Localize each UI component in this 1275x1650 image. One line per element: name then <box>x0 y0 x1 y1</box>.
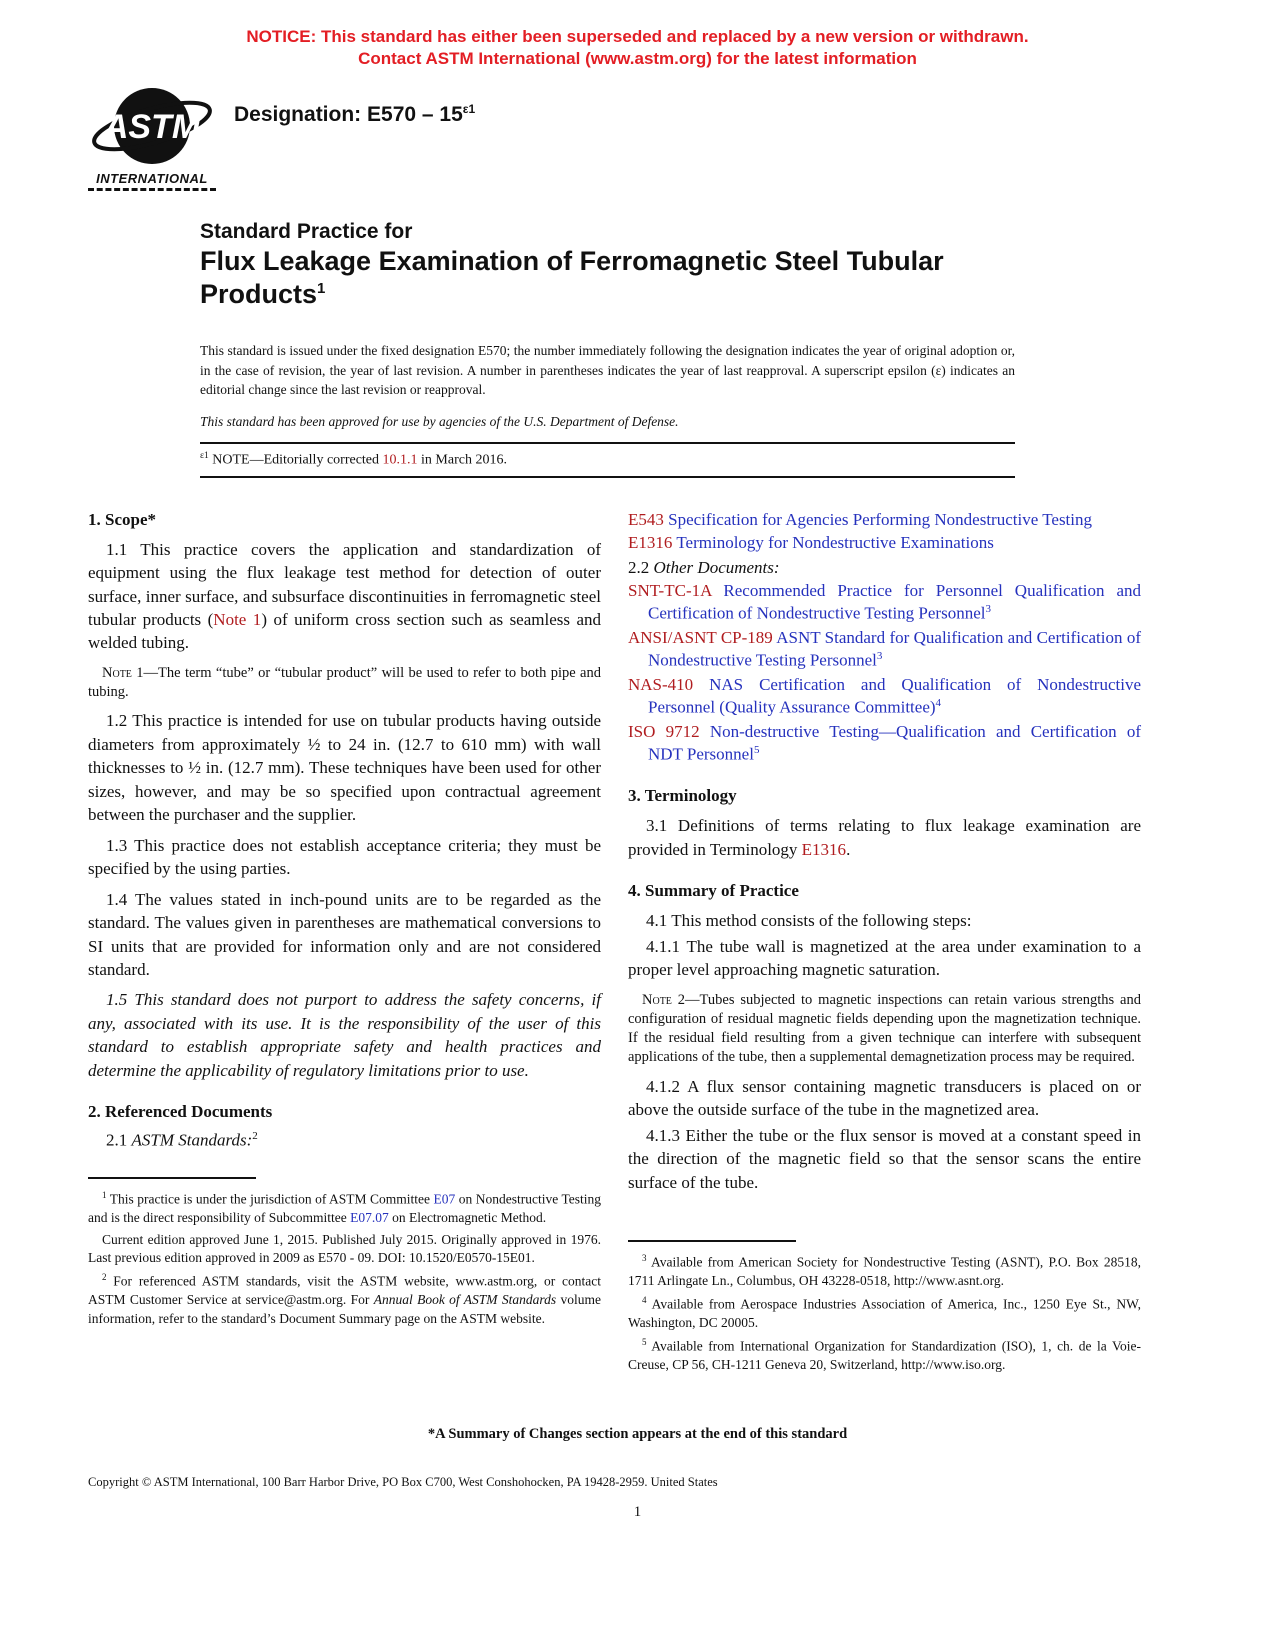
epsilon-note-text: NOTE—Editorially corrected <box>208 452 383 468</box>
footnote-1-text-end: on Electromagnetic Method. <box>388 1210 547 1226</box>
other-documents-label: Other Documents: <box>653 557 780 577</box>
ref-item-e543[interactable] <box>628 509 1141 532</box>
footnote-2 <box>88 1271 601 1328</box>
note-1-label: Note 1 <box>102 664 144 681</box>
note-1 <box>88 664 601 703</box>
left-column <box>88 508 601 1375</box>
snt-tc-1a-footnote-sup: 3 <box>985 603 991 616</box>
nas-410-link[interactable]: NAS-410 <box>628 674 694 694</box>
right-column <box>628 508 1141 1375</box>
ref-item-iso-9712[interactable] <box>628 721 1141 767</box>
ref-item-cp-189[interactable] <box>628 627 1141 673</box>
paragraph-1-2: 1.2 This practice is intended for use on tubular products having outside diameters from approximately ½ to 24 in. (12.7 to 610 mm) with wall thicknesses to ½ in. (12.7 mm). These techniques have been used for other sizes, however, and may be so specified upon contractual agreement between the purchaser and the supplier. <box>88 711 601 825</box>
iso-9712-footnote-sup: 5 <box>753 744 760 757</box>
note-2 <box>628 991 1141 1068</box>
copyright-line: Copyright © ASTM International, 100 Barr Harbor Drive, PO Box C700, West Conshohocken, PA 19428-2959. United States <box>88 1475 718 1490</box>
iso-9712-link[interactable]: ISO 9712 <box>628 721 700 741</box>
snt-tc-1a-link[interactable]: SNT-TC-1A <box>628 580 712 600</box>
footnote-4 <box>628 1294 1141 1333</box>
paragraph-2-1-number: 2.1 <box>106 1130 132 1150</box>
notice-line-1: NOTICE: This standard has either been superseded and replaced by a new version or withdrawn. <box>246 27 1029 46</box>
footnote-current-edition: Current edition approved June 1, 2015. Published July 2015. Originally approved in 1976. Last previous edition approved in 2009 as E570 - 09. DOI: 10.1520/E0570-15E01. <box>88 1231 601 1266</box>
paragraph-4-1-3: 4.1.3 Either the tube or the flux sensor is moved at a constant speed in the direction of the magnetic field so that the sensor scans the entire surface of the tube. <box>628 1125 1141 1192</box>
terminology-e1316-link[interactable]: E1316 <box>801 839 847 859</box>
referenced-documents-heading: 2. Referenced Documents <box>88 1102 273 1122</box>
scope-heading: 1. Scope* <box>88 509 156 529</box>
paragraph-4-1: 4.1 This method consists of the following steps: <box>646 911 972 931</box>
paragraph-3-1 <box>628 814 1141 861</box>
title-block <box>200 219 1037 311</box>
astm-logo-icon <box>88 84 216 170</box>
paragraph-1-1 <box>88 538 601 655</box>
two-column-body <box>88 508 1187 1375</box>
paragraph-1-3: 1.3 This practice does not establish acceptance criteria; they must be specified by the using parties. <box>88 835 601 879</box>
left-footnote-block <box>88 1177 601 1328</box>
footnote-4-text: Available from Aerospace Industries Association of America, Inc., 1250 Eye St., NW, Washington, DC 20005. <box>628 1296 1141 1330</box>
footnote-5-text: Available from International Organization for Standardization (ISO), 1, ch. de la Voie-Creuse, CP 56, CH-1211 Geneva 20, Switzerland, http://www.iso.org. <box>628 1338 1141 1372</box>
dod-approval-line: This standard has been approved for use by agencies of the U.S. Department of Defense. <box>200 414 679 429</box>
cp-189-title: ASNT Standard for Qualification and Certification of Nondestructive Testing Personnel <box>648 627 1141 671</box>
footnote-2-ref-sup: 2 <box>252 1130 258 1143</box>
subcommittee-e07-07-link[interactable]: E07.07 <box>350 1210 389 1226</box>
title-kicker: Standard Practice for <box>200 220 413 244</box>
paragraph-2-2 <box>628 558 1141 578</box>
astm-logo <box>88 84 216 191</box>
e1316-link[interactable]: E1316 <box>628 533 673 553</box>
paragraph-1-1-text-end: ) of uniform cross section such as seamless and welded tubing. <box>88 610 602 653</box>
paragraph-3-1-text-end: . <box>846 839 851 859</box>
issued-paragraph: This standard is issued under the fixed designation E570; the number immediately following the designation indicates the year of original adoption or, in the case of revision, the year of last revision. A number in parentheses indicates the year of last reapproval. A superscript epsilon (ε) indicates an editorial change since the last revision or reapproval. <box>200 343 1015 398</box>
nas-410-footnote-sup: 4 <box>935 697 942 710</box>
paragraph-1-5: 1.5 This standard does not purport to address the safety concerns, if any, associated with its use. It is the responsibility of the user of this standard to establish appropriate safety and health practices and determine the applicability of regulatory limitations prior to use. <box>88 990 601 1080</box>
notice-line-2: Contact ASTM International (www.astm.org) for the latest information <box>358 49 917 69</box>
snt-tc-1a-title: Recommended Practice for Personnel Qualification and Certification of Nondestructive Testing Personnel <box>648 580 1141 624</box>
epsilon-sup: ε1 <box>200 451 209 461</box>
paragraph-1-4: 1.4 The values stated in inch-pound units are to be regarded as the standard. The values given in parentheses are mathematical conversions to SI units that are provided for information only and are not considered standard. <box>88 889 601 980</box>
paragraph-4-1-1: 4.1.1 The tube wall is magnetized at the area under examination to a proper level approaching magnetic saturation. <box>628 936 1141 980</box>
right-footnote-block <box>628 1240 1141 1374</box>
footnote-3 <box>628 1252 1141 1291</box>
designation-text: Designation: E570 – 15 <box>234 103 463 127</box>
footnote-1-text-mid: on Nondestructive Testing and is the direct responsibility of Subcommittee <box>88 1191 601 1226</box>
rule-below-epsilon-note <box>200 476 1015 478</box>
footnote-2-text-end: volume information, refer to the standard’s Document Summary page on the ASTM website. <box>88 1292 602 1326</box>
footnote-1 <box>88 1189 601 1228</box>
committee-e07-link[interactable]: E07 <box>433 1191 456 1207</box>
page-number: 1 <box>633 1504 642 1521</box>
footnote-3-text: Available from American Society for Nondestructive Testing (ASNT), P.O. Box 28518, 1711 Arlingate Ln., Columbus, OH 43228-0518, http://www.asnt.org. <box>628 1254 1141 1289</box>
footnote-5-sup: 5 <box>642 1336 647 1347</box>
page-title <box>200 245 1030 311</box>
summary-of-changes-note: *A Summary of Changes section appears at the end of this standard <box>427 1426 848 1443</box>
designation-epsilon-sup: ε1 <box>462 102 476 117</box>
footnote-1-text: This practice is under the jurisdiction of ASTM Committee <box>106 1191 434 1207</box>
terminology-heading: 3. Terminology <box>628 786 737 806</box>
right-footnote-rule <box>628 1240 796 1242</box>
footnote-2-sup: 2 <box>102 1271 107 1282</box>
footnote-3-sup: 3 <box>642 1253 647 1264</box>
nas-410-title: NAS Certification and Qualification of Nondestructive Personnel (Quality Assurance Committee) <box>648 674 1142 717</box>
e1316-title: Terminology for Nondestructive Examinations <box>676 533 994 553</box>
cp-189-footnote-sup: 3 <box>876 650 883 663</box>
astm-logo-international-label: INTERNATIONAL <box>88 171 216 191</box>
document-header <box>88 84 1187 191</box>
note-2-label: Note 2 <box>642 991 686 1008</box>
paragraph-1-1-text: 1.1 This practice covers the application and standardization of equipment using the flux leakage test method for detection of outer surface, inner surface, and subsurface discontinuities in ferromagnetic steel tubular products ( <box>88 539 601 630</box>
superseded-notice <box>88 26 1187 70</box>
footnote-2-text: For referenced ASTM standards, visit the ASTM website, www.astm.org, or contact ASTM Customer Service at service@astm.org. For <box>88 1273 601 1308</box>
iso-9712-title: Non-destructive Testing—Qualification and Certification of NDT Personnel <box>648 721 1141 764</box>
page-title-text: Flux Leakage Examination of Ferromagnetic Steel Tubular Products <box>200 246 944 310</box>
ref-item-snt-tc-1a[interactable] <box>628 580 1141 626</box>
footnote-1-sup: 1 <box>102 1189 107 1200</box>
epsilon-note-link-10-1-1[interactable]: 10.1.1 <box>382 452 418 468</box>
left-footnote-rule <box>88 1177 256 1179</box>
summary-of-practice-heading: 4. Summary of Practice <box>628 881 799 901</box>
designation <box>234 102 475 127</box>
epsilon-note-text-end: in March 2016. <box>417 452 507 468</box>
paragraph-2-1 <box>88 1130 601 1151</box>
footnote-4-sup: 4 <box>642 1294 647 1305</box>
ref-item-e1316[interactable] <box>628 532 1141 555</box>
title-footnote-sup: 1 <box>317 280 326 298</box>
note-1-text: —The term “tube” or “tubular product” will be used to refer to both pipe and tubing. <box>88 664 601 701</box>
note-1-link[interactable]: Note 1 <box>213 610 262 630</box>
paragraph-4-1-2: 4.1.2 A flux sensor containing magnetic transducers is placed on or above the outside surface of the tube in the magnetized area. <box>628 1076 1141 1120</box>
e543-title: Specification for Agencies Performing Nondestructive Testing <box>668 509 1093 529</box>
paragraph-3-1-text: 3.1 Definitions of terms relating to flux leakage examination are provided in Terminology <box>628 816 1141 859</box>
astm-standards-label: ASTM Standards: <box>131 1130 253 1150</box>
svg-text:ASTM: ASTM <box>103 108 201 147</box>
epsilon-note <box>200 444 1015 476</box>
cp-189-link[interactable]: ANSI/ASNT CP-189 <box>628 627 773 647</box>
note-2-text: —Tubes subjected to magnetic inspections can retain various strengths and configuration of residual magnetic fields depending upon the magnetization technique. If the residual field resulting from a given technique can interfere with subsequent applications of the tube, then a supplemental demagnetization process may be required. <box>628 991 1141 1066</box>
intro-block <box>200 341 1015 477</box>
paragraph-2-2-number: 2.2 <box>628 557 654 577</box>
footnote-5 <box>628 1336 1141 1375</box>
annual-book-title: Annual Book of ASTM Standards <box>373 1292 557 1308</box>
ref-item-nas-410[interactable] <box>628 674 1141 720</box>
e543-link[interactable]: E543 <box>628 509 664 529</box>
